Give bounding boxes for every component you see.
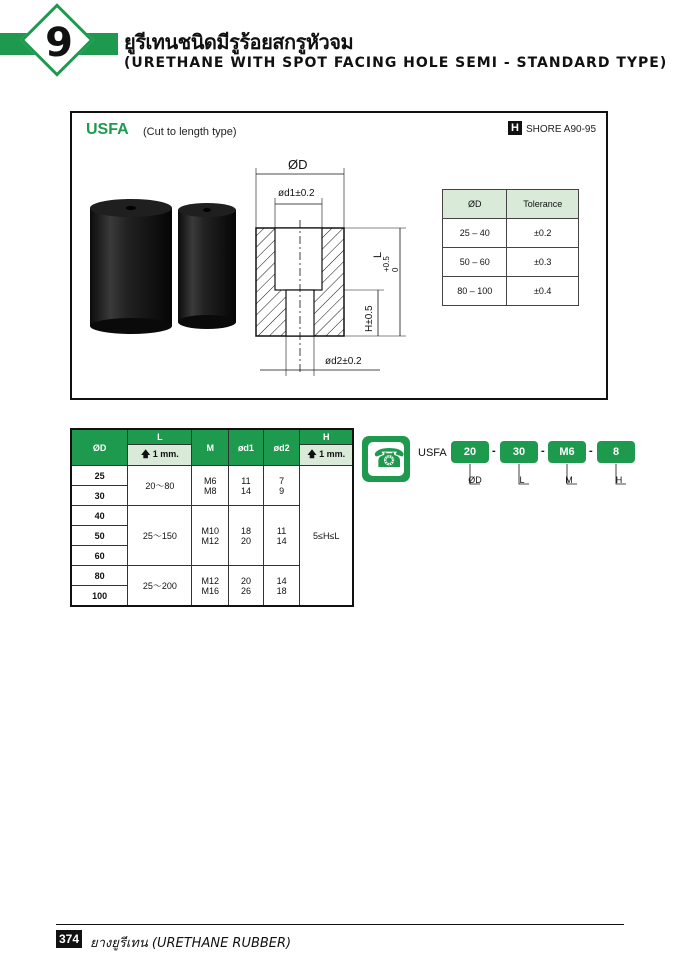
tol-header-od: ØD (443, 190, 507, 219)
spec-header-H: H (300, 429, 353, 445)
section-number: 9 (45, 20, 73, 66)
L-label: L (372, 251, 384, 258)
tol-range: 50 – 60 (443, 248, 507, 277)
od-value: 50 (71, 526, 128, 546)
order-label-od: ØD (468, 475, 482, 485)
order-part-L: 30 (500, 441, 538, 463)
tol-header-tolerance: Tolerance (507, 190, 579, 219)
H-label: H±0.5 (364, 305, 375, 332)
order-part-M: M6 (548, 441, 586, 463)
order-label-H: H (615, 475, 623, 485)
order-label-M: M (565, 475, 573, 485)
cross-section-drawing (240, 150, 440, 380)
tolerance-table (442, 189, 579, 306)
shore-hardness: SHORE A90-95 (526, 124, 597, 135)
order-part-H: 8 (597, 441, 635, 463)
L-range: 25～200 (128, 566, 192, 607)
M-values: M12 M16 (192, 566, 229, 607)
d2-values: 11 14 (263, 506, 300, 566)
order-separator: - (541, 445, 545, 457)
d1-values: 20 26 (229, 566, 264, 607)
small-cylinder (178, 203, 236, 329)
series-code: USFA (86, 121, 129, 138)
table-row (443, 248, 579, 277)
od-value: 30 (71, 486, 128, 506)
spec-header-d2: ød2 (263, 429, 300, 466)
order-separator: - (589, 445, 593, 457)
hardness-badge: H (508, 121, 522, 135)
spec-header-od: ØD (71, 429, 128, 466)
M-values: M10 M12 (192, 506, 229, 566)
H-range: 5≤H≤L (300, 466, 353, 607)
od-value: 100 (71, 586, 128, 607)
d1-values: 18 20 (229, 506, 264, 566)
telephone-icon: ☎ (373, 443, 406, 473)
table-row (443, 219, 579, 248)
tol-value: ±0.3 (507, 248, 579, 277)
page-title-thai: ยูรีเทนชนิดมีรูร้อยสกรูหัวจม (124, 30, 354, 54)
d2-values: 7 9 (263, 466, 300, 506)
tol-value: ±0.2 (507, 219, 579, 248)
spec-header-L: L (128, 429, 192, 445)
tol-value: ±0.4 (507, 277, 579, 306)
d1-values: 11 14 (229, 466, 264, 506)
L-tolerance: +0.5 0 (382, 256, 400, 272)
footer-rule (56, 924, 624, 925)
large-cylinder (90, 199, 172, 334)
up-arrow-icon: 🡅 (307, 449, 317, 459)
order-separator: - (492, 445, 496, 457)
page-number: 374 (56, 930, 82, 948)
product-photo (86, 190, 246, 340)
d1-label: ød1±0.2 (278, 188, 315, 199)
L-range: 20～80 (128, 466, 192, 506)
H-increment: 🡅 1 mm. (300, 445, 353, 466)
M-values: M6 M8 (192, 466, 229, 506)
d2-values: 14 18 (263, 566, 300, 607)
footer-text: ยางยูรีเทน (URETHANE RUBBER) (90, 936, 292, 951)
up-arrow-icon: 🡅 (140, 449, 151, 459)
d2-label: ød2±0.2 (325, 356, 362, 367)
series-note: (Cut to length type) (143, 126, 237, 138)
tol-range: 80 – 100 (443, 277, 507, 306)
table-row (71, 466, 353, 486)
L-range: 25～150 (128, 506, 192, 566)
spec-header-M: M (192, 429, 229, 466)
order-label-L: L (519, 475, 525, 485)
od-value: 80 (71, 566, 128, 586)
table-row (443, 277, 579, 306)
spec-table (70, 428, 354, 607)
tol-range: 25 – 40 (443, 219, 507, 248)
order-part-od: 20 (451, 441, 489, 463)
spec-header-d1: ød1 (229, 429, 264, 466)
page-title-english: (URETHANE WITH SPOT FACING HOLE SEMI - STANDARD TYPE) (124, 55, 668, 71)
od-label: ØD (288, 157, 308, 172)
order-series-code: USFA (418, 447, 447, 459)
od-value: 25 (71, 466, 128, 486)
od-value: 60 (71, 546, 128, 566)
L-increment: 🡅 1 mm. (128, 445, 192, 466)
od-value: 40 (71, 506, 128, 526)
